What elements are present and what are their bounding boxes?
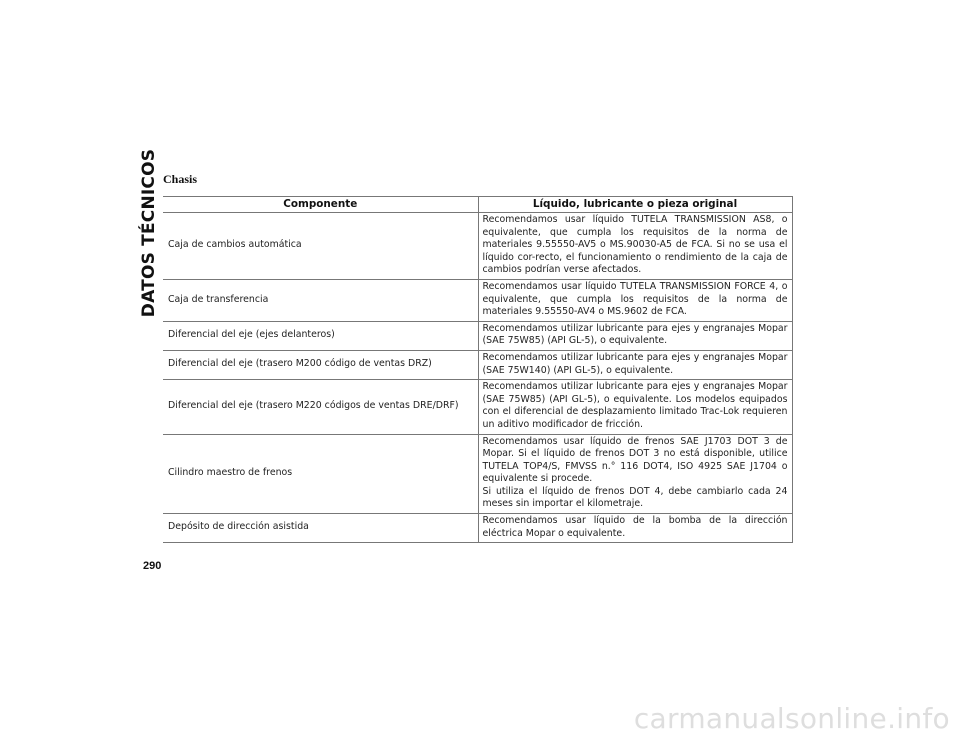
table-row	[163, 350, 792, 379]
chapter-side-tab-label: DATOS TÉCNICOS	[139, 148, 159, 318]
component-cell: Caja de cambios automática	[163, 213, 478, 280]
component-cell: Diferencial del eje (trasero M200 código de ventas DRZ)	[163, 350, 478, 379]
component-cell: Diferencial del eje (ejes delanteros)	[163, 321, 478, 350]
component-cell: Caja de transferencia	[163, 279, 478, 321]
table-header-row	[163, 197, 792, 213]
description-cell: Recomendamos usar líquido TUTELA TRANSMISSION FORCE 4, o equivalente, que cumpla los requisitos de la norma de materiales 9.55550-AV4 o MS.9602 de FCA.	[478, 279, 792, 321]
description-cell: Recomendamos usar líquido de frenos SAE J1703 DOT 3 de Mopar. Si el líquido de frenos DOT 3 no está disponible, utilice TUTELA TOP4/S, FMVSS n.° 116 DOT4, ISO 4925 SAE J1704 o equivalente si procede. Si utiliza el líquido de frenos DOT 4, debe cambiarlo cada 24 meses sin importar el kilometraje.	[478, 434, 792, 514]
description-cell: Recomendamos usar líquido de la bomba de la dirección eléctrica Mopar o equivalente.	[478, 514, 792, 543]
table-row	[163, 321, 792, 350]
description-cell: Recomendamos utilizar lubricante para ejes y engranajes Mopar (SAE 75W85) (API GL-5), o equivalente. Los modelos equipados con el diferencial de desplazamiento limitado Trac-Lok requieren un aditivo modificador de fricción.	[478, 380, 792, 434]
description-cell: Recomendamos utilizar lubricante para ejes y engranajes Mopar (SAE 75W85) (API GL-5), o equivalente.	[478, 321, 792, 350]
fluids-spec-table	[163, 196, 793, 543]
table-row	[163, 380, 792, 434]
description-cell: Recomendamos utilizar lubricante para ejes y engranajes Mopar (SAE 75W140) (API GL-5), o equivalente.	[478, 350, 792, 379]
watermark: carmanualsonline.info	[633, 702, 950, 735]
section-title: Chasis	[163, 172, 198, 186]
component-cell: Depósito de dirección asistida	[163, 514, 478, 543]
component-cell: Cilindro maestro de frenos	[163, 434, 478, 514]
table-row	[163, 514, 792, 543]
table-row	[163, 213, 792, 280]
page-number: 290	[143, 560, 162, 572]
description-cell: Recomendamos usar líquido TUTELA TRANSMISSION AS8, o equivalente, que cumpla los requisitos de la norma de materiales 9.55550-AV5 o MS.90030-A5 de FCA. Si no se usa el líquido cor-recto, el funcionamiento o rendimiento de la caja de cambios podrían verse afectados.	[478, 213, 792, 280]
column-header-component: Componente	[163, 197, 478, 213]
column-header-fluid: Líquido, lubricante o pieza original	[478, 197, 792, 213]
table-row	[163, 434, 792, 514]
component-cell: Diferencial del eje (trasero M220 códigos de ventas DRE/DRF)	[163, 380, 478, 434]
chapter-side-tab	[138, 148, 160, 318]
table-row	[163, 279, 792, 321]
